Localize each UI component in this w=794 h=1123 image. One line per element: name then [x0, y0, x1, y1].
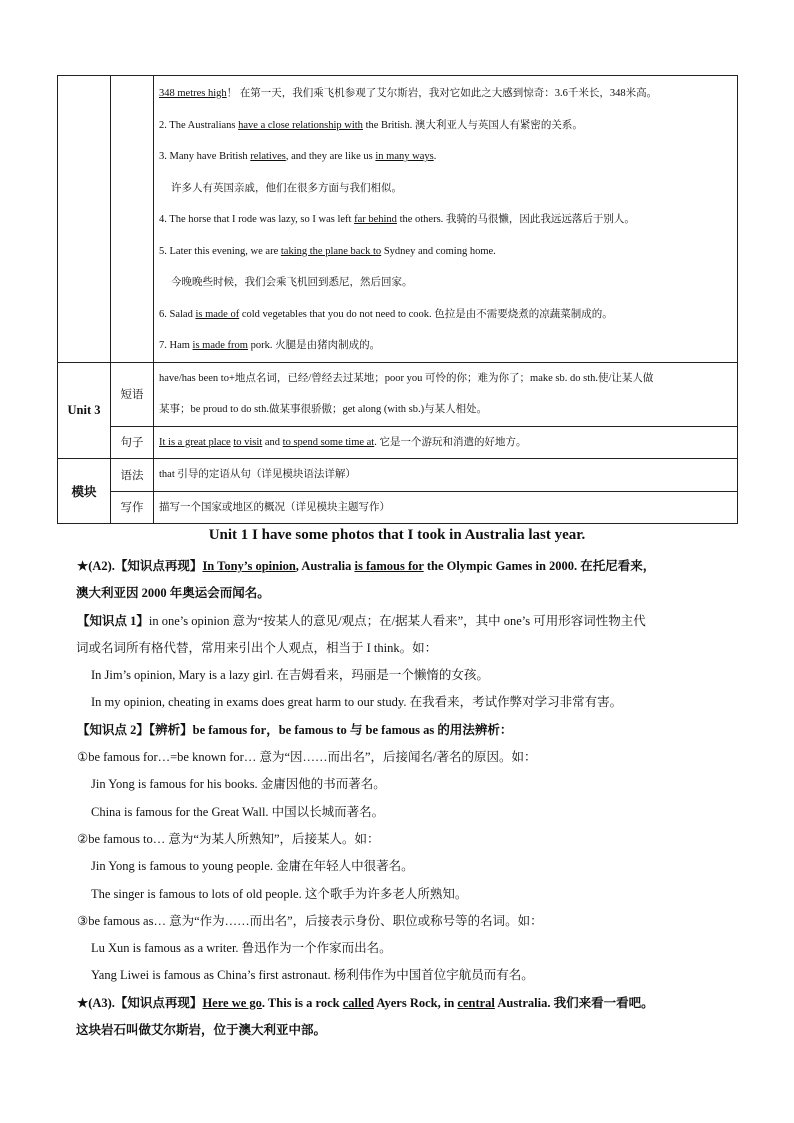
table-row-continued — [58, 76, 738, 363]
text-run: 5. Later this evening, we are — [159, 245, 281, 257]
text-run: China is famous for the Great Wall. 中国以长城而著名。 — [91, 804, 385, 819]
note-line — [77, 881, 737, 908]
type-cell-empty — [111, 76, 154, 363]
text-run: 7. Ham — [159, 340, 193, 351]
underlined-phrase: central — [457, 995, 495, 1010]
note-line — [76, 1017, 737, 1044]
text-run: the British. 澳大利亚人与英国人有紧密的关系。 — [362, 119, 583, 131]
underlined-phrase: taking the plane back to — [280, 245, 382, 257]
sentence-line — [159, 204, 731, 236]
sentence-line — [159, 299, 731, 331]
sentence-line — [159, 141, 731, 173]
underlined-phrase: is famous for — [354, 559, 424, 573]
underlined-phrase: called — [342, 995, 374, 1010]
text-run: pork. 火腿是由猪肉制成的。 — [247, 340, 381, 351]
note-line — [77, 853, 737, 880]
text-run: 这块岩石叫做艾尔斯岩，位于澳大利亚中部。 — [76, 1023, 327, 1038]
text-run: 澳大利亚因 2000 年奥运会而闻名。 — [76, 586, 270, 601]
table-row-unit3-phrases — [58, 362, 738, 426]
text-run: 词或名词所有格代替，常用来引出个人观点，相当于 I think。如： — [76, 640, 438, 655]
unit-cell-empty — [58, 76, 111, 363]
note-line — [77, 799, 737, 826]
sentence-line — [159, 110, 731, 142]
sentence-list-cell — [154, 76, 738, 363]
sentence-label: 句子 — [111, 426, 154, 459]
notes-section — [77, 553, 737, 1044]
text-run: , Australia — [295, 559, 355, 573]
sentence-line — [159, 173, 731, 205]
note-line — [76, 580, 737, 607]
text-run: Jin Yong is famous for his books. 金庸因他的书而著名。 — [91, 777, 386, 792]
sentence-line — [159, 267, 731, 299]
sentence-cell — [154, 426, 738, 459]
underlined-phrase: in many ways — [375, 151, 434, 162]
text-run: 4. The horse that I rode was lazy, so I was left — [159, 214, 355, 225]
grammar-cell: that 引导的定语从句（详见模块语法详解） — [154, 459, 738, 492]
text-run: Ayers Rock, in — [373, 995, 458, 1010]
text-run: 3. Many have British — [159, 151, 251, 162]
text-run: ①be famous for…=be known for… 意为“因……而出名”，后接闻名/著名的原因。如： — [77, 750, 537, 765]
phrase-line: have/has been to+地点名词，已经/曾经去过某地；poor you 可怜的你；难为你了；make sb. do sth.使/让某人做 — [159, 372, 654, 384]
text-run: , and they are like us — [285, 151, 376, 162]
note-line — [77, 689, 737, 716]
underlined-phrase: In Tony’s opinion — [202, 559, 296, 573]
text-run: Lu Xun is famous as a writer. 鲁迅作为一个作家而出名。 — [91, 941, 392, 956]
text-run: 今晚晚些时候，我们会乘飞机回到悉尼，然后回家。 — [171, 277, 413, 288]
module-label: 模块 — [58, 459, 111, 524]
text-run: cold vegetables that you do not need to cook. 色拉是由不需要烧煮的凉蔬菜制成的。 — [239, 308, 613, 320]
underlined-phrase: to spend some time at — [282, 436, 375, 448]
underlined-phrase: It is a great place — [159, 436, 231, 448]
underlined-phrase: relatives — [250, 151, 286, 162]
underlined-phrase: is made of — [195, 308, 240, 320]
underlined-phrase: have a close relationship with — [238, 119, 363, 131]
text-run: ★(A2).【知识点再现】 — [77, 559, 203, 573]
text-run: 2. The Australians — [159, 119, 239, 131]
text-run: 6. Salad — [159, 308, 196, 320]
note-line — [77, 935, 737, 962]
note-line — [77, 717, 737, 744]
note-line — [77, 826, 737, 853]
underlined-phrase: is made from — [192, 340, 248, 351]
sentence-line — [159, 330, 731, 362]
note-line — [77, 553, 737, 580]
phrase-label: 短语 — [111, 362, 154, 426]
note-line — [77, 908, 737, 935]
table-row-module-writing — [58, 491, 738, 524]
note-line — [77, 662, 737, 689]
sentence-line — [159, 236, 731, 268]
sentence-line — [159, 78, 731, 110]
underlined-phrase: to visit — [233, 436, 263, 448]
text-run: 许多人有英国亲戚，他们在很多方面与我们相似。 — [171, 182, 402, 194]
text-run: Yang Liwei is famous as China’s first astronaut. 杨利伟作为中国首位宇航员而有名。 — [91, 968, 534, 983]
unit-title: Unit 1 I have some photos that I took in Australia last year. — [208, 527, 586, 543]
phrase-line: 某事；be proud to do sth.做某事很骄傲；get along (with sb.)与某人相处。 — [159, 404, 488, 415]
text-run: In my opinion, cheating in exams does great harm to our study. 在我看来，考试作弊对学习非常有害。 — [91, 695, 623, 710]
text-run: the others. 我骑的马很懒，因此我远远落后于别人。 — [396, 214, 635, 225]
text-run: ②be famous to… 意为“为某人所熟知”，后接某人。如： — [77, 831, 380, 846]
note-line — [77, 608, 737, 635]
text-run: . 它是一个游玩和消遣的好地方。 — [374, 436, 527, 448]
text-run: . This is a rock — [261, 995, 343, 1010]
writing-label: 写作 — [111, 491, 154, 524]
underlined-phrase: far behind — [354, 214, 397, 225]
note-line — [77, 744, 737, 771]
text-run: the Olympic Games in 2000. 在托尼看来， — [423, 559, 656, 573]
text-run: Sydney and coming home. — [381, 245, 496, 257]
unit3-label: Unit 3 — [58, 362, 111, 459]
writing-cell: 描写一个国家或地区的概况（详见模块主题写作） — [154, 491, 738, 524]
note-line — [77, 962, 737, 989]
text-run: 【知识点 1】 — [77, 613, 149, 628]
text-run: . — [433, 151, 437, 162]
knowledge-table — [57, 75, 738, 524]
text-run: Jin Yong is famous to young people. 金庸在年轻人中很著名。 — [91, 859, 414, 874]
note-line — [77, 990, 737, 1017]
grammar-label: 语法 — [111, 459, 154, 492]
text-run: and — [262, 436, 283, 448]
text-run: In Jim’s opinion, Mary is a lazy girl. 在吉姆看来，玛丽是一个懒惰的女孩。 — [91, 668, 489, 683]
text-run: ！ 在第一天，我们乘飞机参观了艾尔斯岩，我对它如此之大感到惊奇：3.6千米长，348米高。 — [226, 88, 658, 99]
text-run: The singer is famous to lots of old people. 这个歌手为许多老人所熟知。 — [91, 886, 468, 901]
text-run: ★(A3).【知识点再现】 — [77, 995, 203, 1010]
text-run: 【知识点 2】【辨析】be famous for，be famous to 与 be famous as 的用法辨析： — [77, 722, 513, 737]
phrase-cell — [154, 362, 738, 426]
text-run: Australia. 我们来看一看吧。 — [494, 995, 654, 1010]
text-run: ③be famous as… 意为“作为……而出名”，后接表示身份、职位或称号等的名词。如： — [77, 913, 543, 928]
underlined-phrase: Here we go — [202, 995, 262, 1010]
table-row-module-grammar — [58, 459, 738, 492]
note-line — [76, 635, 737, 662]
note-line — [77, 771, 737, 798]
underlined-phrase: 348 metres high — [159, 88, 227, 99]
table-row-unit3-sentences — [58, 426, 738, 459]
text-run: in one’s opinion 意为“按某人的意见/观点；在/据某人看来”，其中 one’s 可用形容词性物主代 — [148, 613, 646, 628]
